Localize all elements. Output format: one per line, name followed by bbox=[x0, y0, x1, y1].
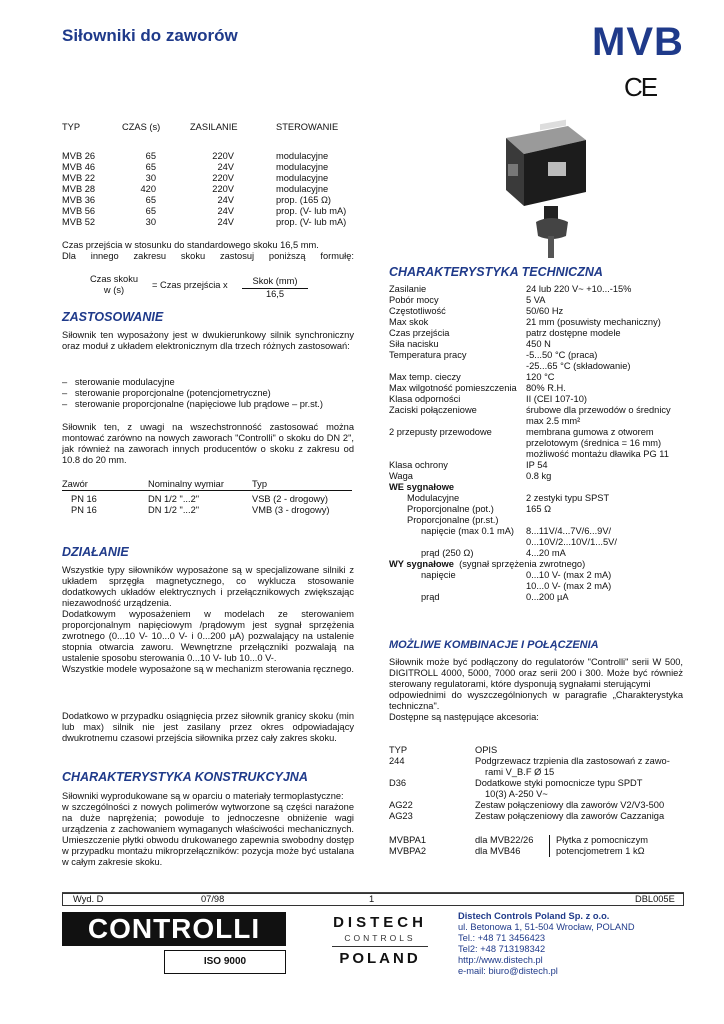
tech-label bbox=[389, 361, 526, 372]
section-konstrukcja: CHARAKTERYSTYKA KONSTRUKCYJNA bbox=[62, 770, 308, 784]
tech-label: Czas przejścia bbox=[389, 328, 450, 338]
tech-label bbox=[389, 438, 526, 449]
dzialanie-p4: Dodatkowo w przypadku osiągnięcia przez siłownik granicy skoku (min lub max) silnik nie jest zasilany przez okres odpowiadający dwukrotnemu czasowi przejścia siłownika przez cały zakres skoku. bbox=[62, 711, 354, 743]
dzialanie-p1: Wszystkie typy siłowników wyposażone są w specjalizowane silniki z układem sprzęgła magnetycznego, co wyklucza stosowanie dodatkowych układów elektrycznych i przełącznikowych zwiększając niezawodność urządzenia. bbox=[62, 565, 354, 608]
tech-row bbox=[389, 537, 617, 548]
tech-label: Klasa ochrony bbox=[389, 460, 448, 470]
tech-label: Pobór mocy bbox=[389, 295, 439, 305]
accessory-type: AG22 bbox=[389, 800, 413, 810]
footer-bar bbox=[62, 893, 684, 906]
dzialanie-p2: Dodatkowym wyposażeniem w modelach ze sterowaniem proporcjonalnym napięciowym /prądowym jest sygnał sprzężenia zwrotnego (0...10 V- 10...0 V- i 0...200 µA) pozwalający na ustalenie stopnia otwarcia zaworu. Wewnętrzne przełączniki pozwalają na ustalenie sposobu sterowania 0...10 V- lub 10...0 V-. bbox=[62, 609, 354, 663]
type-cell: MVB 28 bbox=[62, 184, 96, 194]
accessory-desc bbox=[475, 756, 670, 778]
type-cell: MVB 26 bbox=[62, 151, 96, 161]
types-row bbox=[62, 184, 346, 195]
tech-row bbox=[389, 460, 671, 471]
kombinacje-p2: odpowiednimi do wyszczególnionych w paragrafie „Charakterystyka techniczna". bbox=[389, 690, 683, 711]
power-cell: 24V bbox=[217, 195, 234, 205]
distech-logo bbox=[332, 914, 428, 967]
tech-row bbox=[389, 427, 671, 438]
accessory-desc-1: Dodatkowe styki pomocnicze typu SPDT bbox=[475, 778, 643, 788]
types-header bbox=[62, 122, 338, 133]
tech-label: Zasilanie bbox=[389, 284, 427, 294]
tech-label: Max wilgotność pomieszczenia bbox=[389, 383, 517, 393]
company-contact bbox=[458, 911, 698, 977]
company-tel: Tel.: +48 71 3456423 bbox=[458, 933, 546, 943]
tech-row bbox=[389, 317, 671, 328]
valves-col-wymiar: Nominalny wymiar bbox=[148, 479, 252, 491]
footer-page: 1 bbox=[369, 894, 375, 904]
tech-row bbox=[389, 504, 617, 515]
power-cell: 220V bbox=[212, 151, 234, 161]
tech-row bbox=[389, 284, 671, 295]
control-cell: modulacyjne bbox=[276, 151, 329, 161]
control-cell: prop. (V- lub mA) bbox=[276, 206, 347, 216]
accessory-desc bbox=[475, 811, 670, 822]
tech-value: 8...11V/4...7V/6...9V/ bbox=[526, 526, 612, 536]
zastosowanie-p2: Siłownik ten, z uwagi na wszechstronność zastosować można montować zarówno na nowych zaworach "Controlli" o skoku do DN 2", jak również na zaworach innych producentów o skoku z zakresu od 10.8 do 20 mm. bbox=[62, 422, 354, 465]
page-title: Siłowniki do zaworów bbox=[62, 26, 238, 45]
mvbpa-desc: dla MVB22/26 bbox=[475, 835, 534, 845]
accessory-type: D36 bbox=[389, 778, 407, 788]
type-cell: MVB 46 bbox=[62, 162, 96, 172]
tech-row bbox=[389, 471, 671, 482]
tech-value: -25...65 °C (składowanie) bbox=[526, 361, 631, 371]
control-cell: modulacyjne bbox=[276, 184, 329, 194]
time-cell: 65 bbox=[145, 195, 156, 205]
types-body bbox=[62, 151, 346, 228]
bullet-3: – sterowanie proporcjonalne (napięciowe lub prądowe – pr.st.) bbox=[62, 399, 323, 409]
acc-col-opis: OPIS bbox=[475, 745, 498, 755]
iso-badge: ISO 9000 bbox=[164, 950, 286, 974]
valves-col-typ: Typ bbox=[252, 479, 352, 491]
time-cell: 65 bbox=[145, 206, 156, 216]
tech-value: przelotowym (średnica = 16 mm) bbox=[526, 438, 662, 448]
kombinacje-p1: Siłownik może być podłączony do regulatorów "Controlli" serii W 500, DIGITROLL 4000, 5000, 7000 oraz serii 200 i 300. Może być również sterowany regulatorami, które dysponują sygnałami sterującymi bbox=[389, 657, 683, 689]
stroke-text-1: Czas przejścia w stosunku do standardowego skoku 16,5 mm. bbox=[62, 240, 319, 250]
control-cell: modulacyjne bbox=[276, 173, 329, 183]
accessory-desc-1: Zestaw połączeniowy dla zaworów V2/V3-500 bbox=[475, 800, 665, 810]
distech-poland: POLAND bbox=[339, 950, 421, 967]
accessory-desc bbox=[475, 800, 670, 811]
wy-title: WY sygnałowe bbox=[389, 559, 454, 569]
accessory-type: 244 bbox=[389, 756, 405, 766]
col-typ: TYP bbox=[62, 122, 81, 132]
formula-den: 16,5 bbox=[265, 289, 285, 299]
formula-mid: = Czas przejścia x bbox=[152, 280, 228, 290]
accessory-row bbox=[389, 800, 670, 811]
actuator-photo bbox=[496, 118, 588, 258]
section-zastosowanie: ZASTOSOWANIE bbox=[62, 310, 164, 324]
tech-row bbox=[389, 570, 611, 581]
dzialanie-text bbox=[62, 565, 354, 675]
we-body bbox=[389, 493, 617, 559]
type-cell: MVB 52 bbox=[62, 217, 96, 227]
tech-value: -5...50 °C (praca) bbox=[526, 350, 598, 360]
mvbpa-note bbox=[550, 835, 648, 857]
type-cell: MVB 22 bbox=[62, 173, 96, 183]
valves-cell: VSB (2 - drogowy) bbox=[252, 494, 328, 504]
stroke-text bbox=[62, 240, 354, 262]
we-title: WE sygnałowe bbox=[389, 482, 455, 492]
types-table bbox=[62, 122, 346, 228]
tech-table bbox=[389, 284, 671, 603]
tech-label: napięcie (max 0.1 mA) bbox=[421, 526, 515, 536]
tech-label: prąd (250 Ω) bbox=[421, 548, 474, 558]
tech-row bbox=[389, 592, 611, 603]
valves-cell: DN 1/2 "...2" bbox=[148, 494, 200, 504]
formula-left-1: Czas skoku bbox=[89, 274, 139, 284]
tech-row bbox=[389, 372, 671, 383]
company-tel2: Tel2: +48 713198342 bbox=[458, 944, 546, 954]
valves-row bbox=[62, 505, 352, 516]
tech-label: napięcie bbox=[421, 570, 456, 580]
types-row bbox=[62, 195, 346, 206]
accessories-table bbox=[389, 745, 670, 822]
tech-label: Waga bbox=[389, 471, 413, 481]
tech-value: 0...10 V- (max 2 mA) bbox=[526, 570, 612, 580]
tech-value bbox=[526, 515, 617, 526]
accessory-type: AG23 bbox=[389, 811, 413, 821]
tech-value: IP 54 bbox=[526, 460, 548, 470]
tech-value: 0...200 µA bbox=[526, 592, 569, 602]
mvbpa-type: MVBPA1 bbox=[389, 835, 427, 845]
distech-controls: CONTROLS bbox=[344, 933, 416, 943]
tech-row bbox=[389, 328, 671, 339]
tech-value: 0.8 kg bbox=[526, 471, 552, 481]
distech-word: DISTECH bbox=[333, 914, 427, 931]
tech-value: 120 °C bbox=[526, 372, 555, 382]
tech-label: Zaciski połączeniowe bbox=[389, 405, 477, 415]
tech-row bbox=[389, 394, 671, 405]
formula-left bbox=[84, 274, 144, 296]
tech-value: 165 Ω bbox=[526, 504, 552, 514]
tech-row bbox=[389, 449, 671, 460]
tech-value: 10...0 V- (max 2 mA) bbox=[526, 581, 612, 591]
tech-value: 21 mm (posuwisty mechaniczny) bbox=[526, 317, 661, 327]
accessory-row bbox=[389, 778, 670, 800]
mvbpa-type: MVBPA2 bbox=[389, 846, 427, 856]
bullet-1: – sterowanie modulacyjne bbox=[62, 377, 175, 387]
tech-value: membrana gumowa z otworem bbox=[526, 427, 654, 437]
accessory-desc-2: rami V_B.F Ø 15 bbox=[485, 767, 555, 777]
tech-value: 80% R.H. bbox=[526, 383, 566, 393]
mvbpa-note-1: Płytka z pomocniczym bbox=[556, 835, 648, 845]
time-cell: 65 bbox=[145, 162, 156, 172]
tech-value: możliwość montażu dławika PG 11 bbox=[526, 449, 669, 459]
tech-row bbox=[389, 350, 671, 361]
types-row bbox=[62, 173, 346, 184]
tech-row bbox=[389, 515, 617, 526]
valves-col-zawor: Zawór bbox=[62, 479, 148, 491]
mvbpa-note-2: potencjometrem 1 kΩ bbox=[556, 846, 645, 856]
section-kombinacje: MOŻLIWE KOMBINACJE I POŁĄCZENIA bbox=[389, 639, 599, 651]
company-address: ul. Betonowa 1, 51-504 Wrocław, POLAND bbox=[458, 922, 635, 932]
tech-value: śrubowe dla przewodów o średnicy bbox=[526, 405, 671, 415]
power-cell: 24V bbox=[217, 162, 234, 172]
time-cell: 30 bbox=[145, 217, 156, 227]
section-dzialanie: DZIAŁANIE bbox=[62, 545, 129, 559]
tech-value: 450 N bbox=[526, 339, 551, 349]
accessory-desc bbox=[475, 778, 670, 800]
types-row bbox=[62, 206, 346, 217]
tech-row bbox=[389, 361, 671, 372]
power-cell: 220V bbox=[212, 173, 234, 183]
tech-row bbox=[389, 306, 671, 317]
tech-value: 24 lub 220 V~ +10...-15% bbox=[526, 284, 632, 294]
power-cell: 220V bbox=[212, 184, 234, 194]
col-sterowanie: STEROWANIE bbox=[276, 122, 339, 132]
mvbpa-table bbox=[389, 835, 648, 857]
tech-row bbox=[389, 383, 671, 394]
valves-row bbox=[62, 494, 352, 505]
tech-label: Modulacyjne bbox=[407, 493, 460, 503]
company-www[interactable]: http://www.distech.pl bbox=[458, 955, 543, 965]
accessory-row bbox=[389, 811, 670, 822]
kombinacje-text bbox=[389, 657, 683, 723]
tech-label: Siła nacisku bbox=[389, 339, 439, 349]
konstrukcja-p1: Siłowniki wyprodukowane są w oparciu o materiały termoplastyczne: bbox=[62, 791, 344, 801]
tech-value: max 2.5 mm² bbox=[526, 416, 581, 426]
tech-label: Klasa odporności bbox=[389, 394, 461, 404]
tech-value: 0...10V/2...10V/1...5V/ bbox=[526, 537, 617, 547]
control-cell: prop. (V- lub mA) bbox=[276, 217, 347, 227]
valves-cell: VMB (3 - drogowy) bbox=[252, 505, 330, 515]
company-name: Distech Controls Poland Sp. z o.o. bbox=[458, 911, 610, 921]
footer-wyd: Wyd. D bbox=[73, 894, 104, 904]
accessory-row bbox=[389, 756, 670, 778]
tech-row bbox=[389, 405, 671, 416]
tech-body bbox=[389, 284, 671, 482]
accessory-desc-2: 10(3) A-250 V~ bbox=[485, 789, 548, 799]
tech-row bbox=[389, 438, 671, 449]
dzialanie-p3: Wszystkie modele wyposażone są w mechanizm sterowania ręcznego. bbox=[62, 664, 354, 674]
control-cell: prop. (165 Ω) bbox=[276, 195, 332, 205]
control-cell: modulacyjne bbox=[276, 162, 329, 172]
tech-value: 50/60 Hz bbox=[526, 306, 564, 316]
tech-row bbox=[389, 548, 617, 559]
tech-row bbox=[389, 581, 611, 592]
ce-mark: CE bbox=[624, 72, 657, 102]
tech-label bbox=[389, 416, 526, 427]
tech-row bbox=[389, 339, 671, 350]
power-cell: 24V bbox=[217, 206, 234, 216]
valves-cell: DN 1/2 "...2" bbox=[148, 505, 200, 515]
formula-num: Skok (mm) bbox=[242, 276, 308, 289]
tech-label: Temperatura pracy bbox=[389, 350, 467, 360]
company-email[interactable]: e-mail: biuro@distech.pl bbox=[458, 966, 558, 976]
tech-value: 4...20 mA bbox=[526, 548, 566, 558]
tech-label: 2 przepusty przewodowe bbox=[389, 427, 492, 437]
wy-note: (sygnał sprzężenia zwrotnego) bbox=[459, 559, 586, 569]
acc-col-typ: TYP bbox=[389, 745, 408, 755]
tech-label: Max temp. cieczy bbox=[389, 372, 461, 382]
accessory-desc-1: Zestaw połączeniowy dla zaworów Cazzaniga bbox=[475, 811, 665, 821]
tech-label bbox=[389, 537, 526, 548]
section-techniczna: CHARAKTERYSTYKA TECHNICZNA bbox=[389, 265, 603, 279]
valves-cell: PN 16 bbox=[71, 494, 97, 504]
stroke-text-2: Dla innego zakresu skoku zastosuj poniższą formułę: bbox=[62, 251, 354, 261]
tech-label: Częstotliwość bbox=[389, 306, 446, 316]
tech-value: II (CEI 107-10) bbox=[526, 394, 587, 404]
mvbpa-desc: dla MVB46 bbox=[475, 846, 521, 856]
zastosowanie-p1: Siłownik ten wyposażony jest w dwukierunkowy silnik synchroniczny oraz moduł z układem elektronicznym dla trzech różnych zastosowań: bbox=[62, 330, 354, 351]
accessory-desc-1: Podgrzewacz trzpienia dla zastosowań z zawo- bbox=[475, 756, 670, 766]
power-cell: 24V bbox=[217, 217, 234, 227]
konstrukcja-text bbox=[62, 791, 354, 868]
type-cell: MVB 36 bbox=[62, 195, 96, 205]
wy-body bbox=[389, 570, 611, 603]
types-row bbox=[62, 151, 346, 162]
time-cell: 65 bbox=[145, 151, 156, 161]
footer-code: DBL005E bbox=[635, 894, 675, 904]
time-cell: 420 bbox=[140, 184, 156, 194]
tech-label: Proporcjonalne (pr.st.) bbox=[407, 515, 499, 525]
controlli-logo: CONTROLLI bbox=[62, 912, 286, 946]
tech-label bbox=[389, 581, 526, 592]
time-cell: 30 bbox=[145, 173, 156, 183]
type-cell: MVB 56 bbox=[62, 206, 96, 216]
types-row bbox=[62, 162, 346, 173]
formula-fraction bbox=[242, 276, 308, 300]
col-zasilanie: ZASILANIE bbox=[190, 122, 238, 132]
tech-value: 2 zestyki typu SPST bbox=[526, 493, 610, 503]
types-row bbox=[62, 217, 346, 228]
col-czas: CZAS (s) bbox=[122, 122, 161, 132]
acc-body bbox=[389, 756, 670, 822]
tech-value: patrz dostępne modele bbox=[526, 328, 621, 338]
zastosowanie-bullets bbox=[62, 377, 354, 410]
wy-line bbox=[389, 559, 671, 570]
bullet-2: – sterowanie proporcjonalne (potencjometryczne) bbox=[62, 388, 271, 398]
tech-value: 5 VA bbox=[526, 295, 546, 305]
formula-left-2: w (s) bbox=[103, 285, 125, 295]
valves-table bbox=[62, 479, 354, 516]
konstrukcja-p2: w szczególności z nowych polimerów wytworzone są części narażone na duże naprężenia; powoduje to jednoczesne obniżenie wagi urządzenia z zachowaniem wymaganych właściwości mechanicznych. Umieszczenie płytki obwodu drukowanego zapewnia swobodny dostęp w przypadku montażu mikroprzełączników: pozycja może być ustalana w całym zakresie skoku. bbox=[62, 802, 354, 867]
tech-label bbox=[389, 449, 526, 460]
tech-label: prąd bbox=[421, 592, 440, 602]
tech-row bbox=[389, 416, 671, 427]
model-name: MVB bbox=[592, 20, 684, 64]
tech-label: Max skok bbox=[389, 317, 429, 327]
tech-label: Proporcjonalne (pot.) bbox=[407, 504, 494, 514]
tech-row bbox=[389, 493, 617, 504]
tech-row bbox=[389, 526, 617, 537]
footer-date: 07/98 bbox=[201, 894, 225, 904]
tech-row bbox=[389, 295, 671, 306]
kombinacje-p3: Dostępne są następujące akcesoria: bbox=[389, 712, 539, 722]
valves-cell: PN 16 bbox=[71, 505, 97, 515]
